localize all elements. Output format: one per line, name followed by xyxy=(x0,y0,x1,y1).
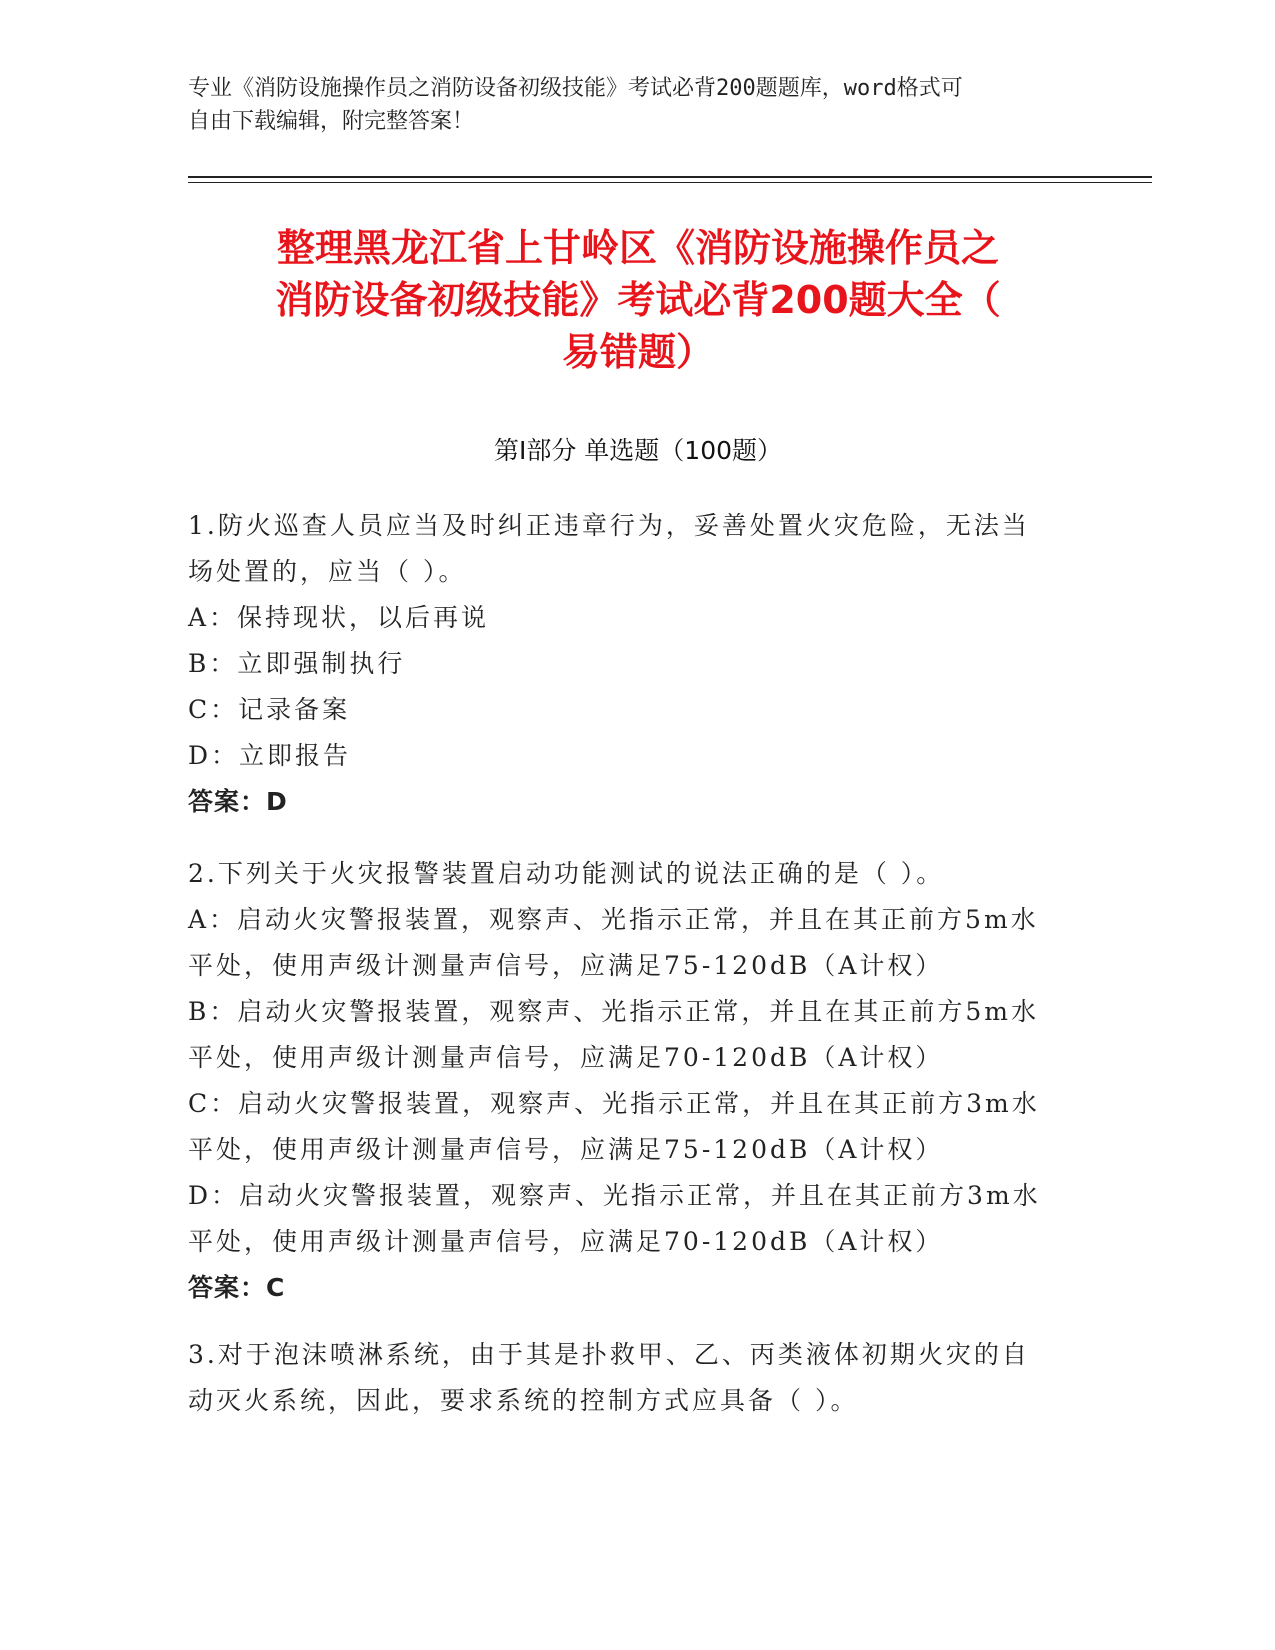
question-2 xyxy=(188,851,1088,1311)
title-line: 易错题） xyxy=(561,330,714,374)
question-stem: 动灭火系统，因此，要求系统的控制方式应具备（ ）。 xyxy=(188,1386,859,1415)
answer-label: 答案：C xyxy=(188,1273,286,1302)
option-a: A：保持现状，以后再说 xyxy=(188,603,490,632)
title-line: 消防设备初级技能》考试必背200题大全（ xyxy=(275,278,1001,322)
header-divider-thin xyxy=(188,182,1152,183)
question-stem: 2.下列关于火灾报警装置启动功能测试的说法正确的是（ ）。 xyxy=(188,859,945,888)
option-d-cont: 平处，使用声级计测量声信号，应满足70-120dB（A计权） xyxy=(188,1227,944,1256)
answer-label: 答案：D xyxy=(188,787,288,816)
question-stem: 3.对于泡沫喷淋系统，由于其是扑救甲、乙、丙类液体初期火灾的自 xyxy=(188,1340,1030,1369)
header-divider-thick xyxy=(188,176,1152,178)
option-d: D：立即报告 xyxy=(188,741,352,770)
option-c: C：启动火灾警报装置，观察声、光指示正常，并且在其正前方3m水 xyxy=(188,1089,1040,1118)
option-d: D：启动火灾警报装置，观察声、光指示正常，并且在其正前方3m水 xyxy=(188,1181,1041,1210)
question-stem: 场处置的，应当（ ）。 xyxy=(188,557,467,586)
option-b: B：启动火灾警报装置，观察声、光指示正常，并且在其正前方5m水 xyxy=(188,997,1039,1026)
document-title xyxy=(188,222,1088,378)
section-title: 第Ⅰ部分 单选题（100题） xyxy=(493,436,783,465)
option-c: C：记录备案 xyxy=(188,695,351,724)
option-b: B：立即强制执行 xyxy=(188,649,406,678)
title-line: 整理黑龙江省上甘岭区《消防设施操作员之 xyxy=(276,226,999,270)
option-a: A：启动火灾警报装置，观察声、光指示正常，并且在其正前方5m水 xyxy=(188,905,1039,934)
header-note xyxy=(188,72,1088,138)
question-3 xyxy=(188,1332,1088,1424)
question-stem: 1.防火巡查人员应当及时纠正违章行为，妥善处置火灾危险，无法当 xyxy=(188,511,1030,540)
option-a-cont: 平处，使用声级计测量声信号，应满足75-120dB（A计权） xyxy=(188,951,944,980)
header-note-line: 专业《消防设施操作员之消防设备初级技能》考试必背200题题库，word格式可 xyxy=(188,76,963,101)
question-1 xyxy=(188,503,1088,825)
option-b-cont: 平处，使用声级计测量声信号，应满足70-120dB（A计权） xyxy=(188,1043,944,1072)
header-note-line: 自由下载编辑，附完整答案！ xyxy=(188,109,475,134)
option-c-cont: 平处，使用声级计测量声信号，应满足75-120dB（A计权） xyxy=(188,1135,944,1164)
